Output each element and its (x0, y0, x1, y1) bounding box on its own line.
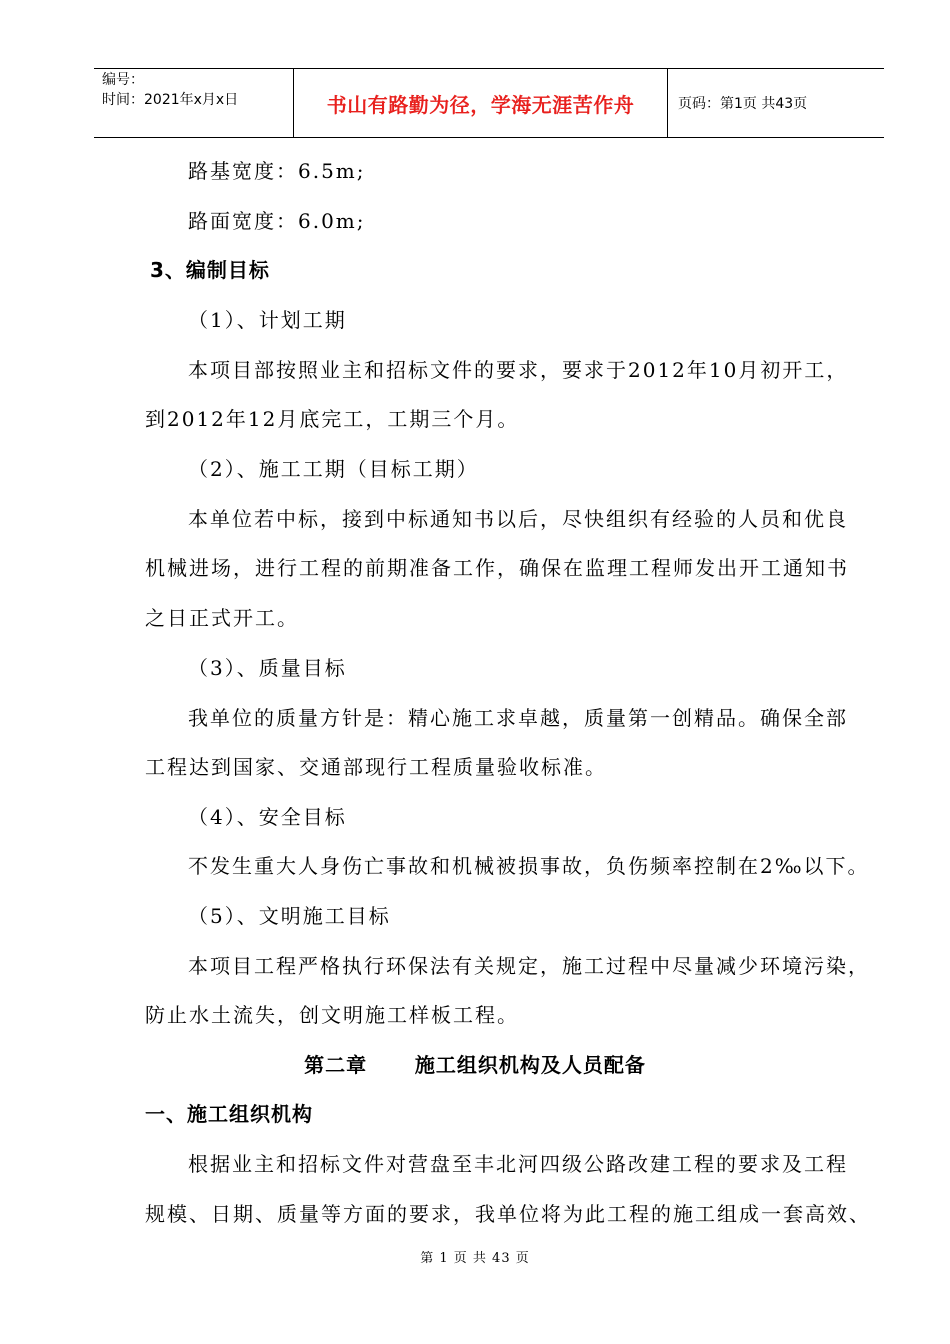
header-motto: 书山有路勤为径，学海无涯苦作舟 (326, 92, 635, 117)
header-meta-cell (94, 69, 294, 137)
page-header (94, 68, 884, 138)
text-line: 路面宽度：6.0m; (188, 209, 366, 233)
text-line: 到2012年12月底完工，工期三个月。 (145, 407, 520, 431)
subsection-heading: （1）、计划工期 (188, 308, 347, 332)
text-line: 工程达到国家、交通部现行工程质量验收标准。 (145, 755, 607, 779)
subsection-heading: （2）、施工工期（目标工期） (188, 457, 479, 481)
header-page-label: 页码：第1页 共43页 (678, 96, 808, 112)
text-line: 本单位若中标，接到中标通知书以后，尽快组织有经验的人员和优良 (188, 507, 848, 531)
text-line: 不发生重大人身伤亡事故和机械被损事故，负伤频率控制在2‰以下。 (188, 854, 870, 878)
text-line: 防止水土流失，创文明施工样板工程。 (145, 1003, 519, 1027)
subsection-heading: （5）、文明施工目标 (188, 904, 391, 928)
text-line: 路基宽度：6.5m; (188, 159, 366, 183)
subsection-heading: （3）、质量目标 (188, 656, 347, 680)
text-line: 根据业主和招标文件对营盘至丰北河四级公路改建工程的要求及工程 (188, 1152, 848, 1176)
text-line: 机械进场，进行工程的前期准备工作，确保在监理工程师发出开工通知书 (145, 556, 849, 580)
chapter-heading: 第二章 施工组织机构及人员配备 (304, 1053, 646, 1077)
subsection-heading: （4）、安全目标 (188, 805, 347, 829)
text-line: 本项目工程严格执行环保法有关规定，施工过程中尽量减少环境污染， (188, 954, 870, 978)
text-line: 之日正式开工。 (145, 606, 299, 630)
doc-number-label: 编号： (102, 72, 144, 88)
text-line: 规模、日期、质量等方面的要求，我单位将为此工程的施工组成一套高效、 (145, 1202, 871, 1226)
header-motto-cell (294, 69, 668, 137)
section-heading: 3、编制目标 (150, 258, 270, 282)
page-footer: 第 1 页 共 43 页 (420, 1251, 530, 1266)
header-page-cell (668, 69, 884, 137)
doc-time-label: 时间：2021年x月x日 (102, 92, 239, 108)
text-line: 我单位的质量方针是：精心施工求卓越，质量第一创精品。确保全部 (188, 706, 848, 730)
section-heading: 一、施工组织机构 (145, 1102, 313, 1126)
text-line: 本项目部按照业主和招标文件的要求，要求于2012年10月初开工， (188, 358, 849, 382)
